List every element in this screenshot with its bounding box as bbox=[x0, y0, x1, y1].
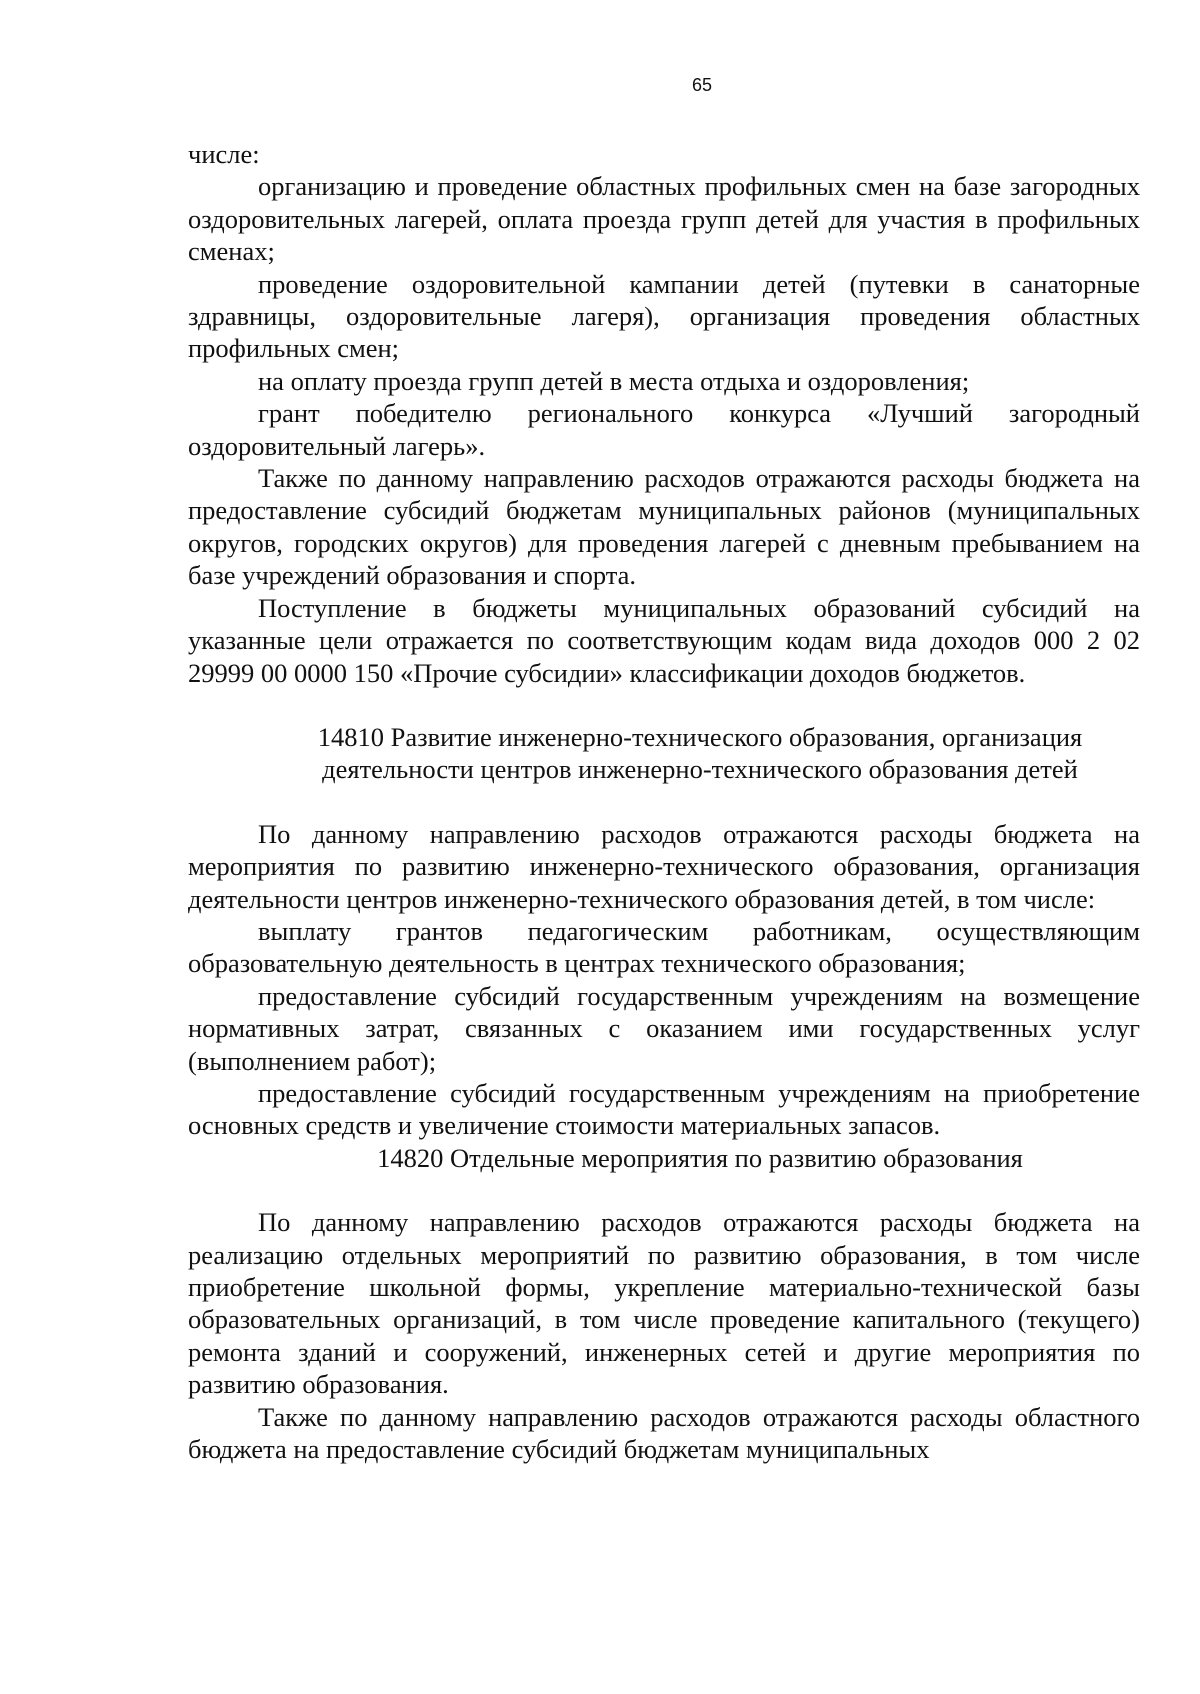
paragraph-subsidies: Также по данному направлению расходов отражаются расходы бюджета на предоставление субсидий бюджетам муниципальных районов (муниципальных округов, городских округов) для проведения лагерей с дневным пребыванием на базе учреждений образования и спорта. bbox=[188, 463, 1140, 591]
list-item-travel-payment: на оплату проезда групп детей в места отдыха и оздоровления; bbox=[258, 365, 970, 396]
paragraph-continuation: числе: bbox=[188, 139, 260, 169]
list-item-fixed-assets: предоставление субсидий государственным учреждениям на приобретение основных средств и увеличение стоимости материальных запасов. bbox=[188, 1077, 1140, 1141]
spacer bbox=[188, 1174, 1140, 1206]
list-item-grants-teachers: выплату грантов педагогическим работникам, осуществляющим образовательную деятельность в центрах технического образования; bbox=[188, 915, 1140, 979]
page-number: 65 bbox=[691, 75, 713, 95]
spacer bbox=[188, 689, 1140, 721]
document-page bbox=[188, 70, 1140, 1465]
paragraph-receipts: Поступление в бюджеты муниципальных образований субсидий на указанные цели отражается по соответствующим кодам вида доходов 000 2 02 29999 00 0000 150 «Прочие субсидии» классификации доходов бюджетов. bbox=[188, 592, 1140, 688]
list-item-profile-shifts: организацию и проведение областных профильных смен на базе загородных оздоровительных лагерей, оплата проезда групп детей для участия в профильных сменах; bbox=[188, 171, 1140, 267]
document-body bbox=[188, 138, 1140, 1465]
section-heading-14810-line1: 14810 Развитие инженерно-технического образования, организация bbox=[317, 721, 1083, 752]
section-heading-14810 bbox=[188, 721, 1140, 786]
paragraph-14810-intro: По данному направлению расходов отражаются расходы бюджета на мероприятия по развитию инженерно-технического образования, организация деятельности центров инженерно-технического образования детей, в том числе: bbox=[188, 818, 1140, 914]
spacer bbox=[188, 786, 1140, 818]
paragraph-14820-regional: Также по данному направлению расходов отражаются расходы областного бюджета на предоставление субсидий бюджетам муниципальных bbox=[188, 1401, 1140, 1465]
section-heading-14810-line2: деятельности центров инженерно-технического образования детей bbox=[322, 754, 1078, 785]
list-item-health-campaign: проведение оздоровительной кампании детей (путевки в санаторные здравницы, оздоровительные лагеря), организация проведения областных профильных смен; bbox=[188, 268, 1140, 364]
paragraph-14820-intro: По данному направлению расходов отражаются расходы бюджета на реализацию отдельных мероприятий по развитию образования, в том числе приобретение школьной формы, укрепление материально-технической базы образовательных организаций, в том числе проведение капитального (текущего) ремонта зданий и сооружений, инженерных сетей и другие мероприятия по развитию образования. bbox=[188, 1207, 1140, 1400]
list-item-grant: грант победителю регионального конкурса «Лучший загородный оздоровительный лагерь». bbox=[188, 398, 1140, 461]
list-item-normative-costs: предоставление субсидий государственным учреждениям на возмещение нормативных затрат, связанных с оказанием ими государственных услуг (выполнением работ); bbox=[188, 980, 1140, 1076]
section-heading-14820: 14820 Отдельные мероприятия по развитию образования bbox=[377, 1142, 1023, 1173]
